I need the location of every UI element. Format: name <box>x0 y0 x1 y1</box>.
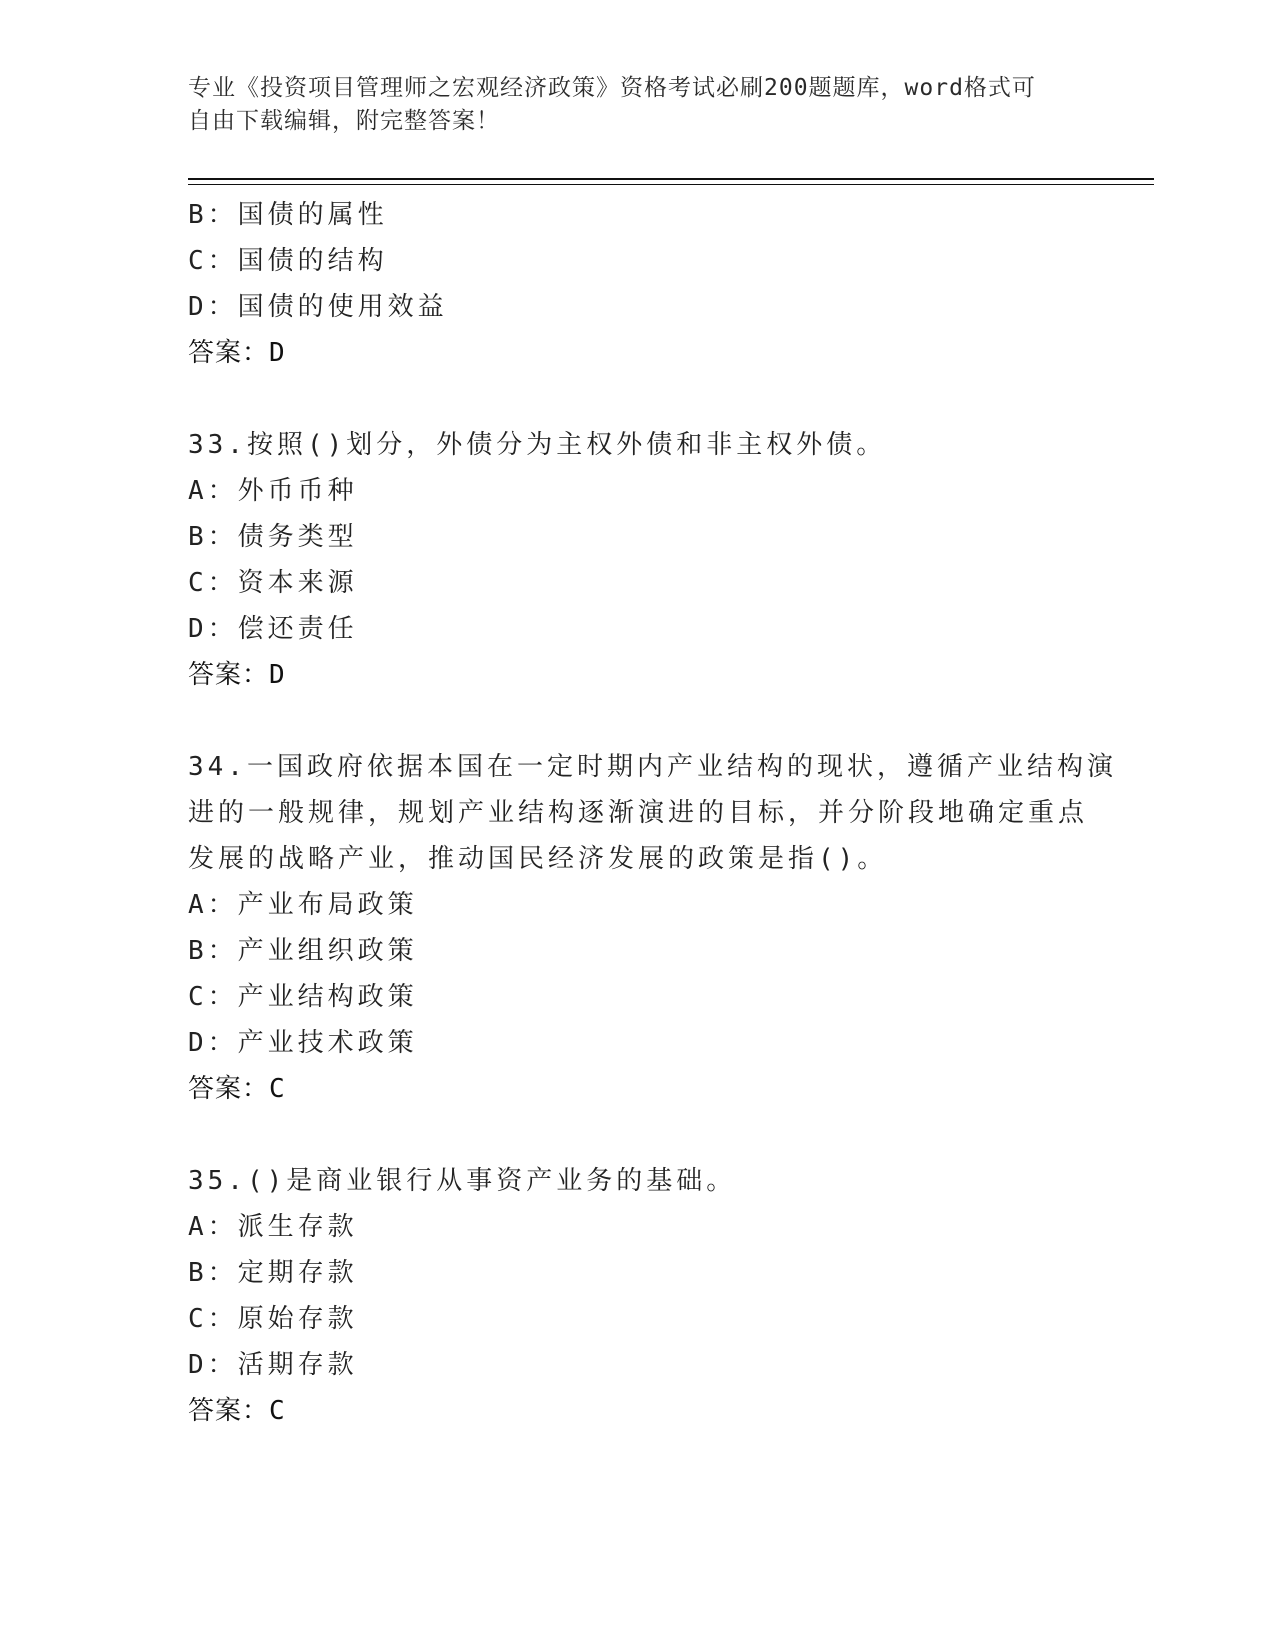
question-35 <box>188 1158 1088 1434</box>
option-c: C：原始存款 <box>188 1304 358 1334</box>
option-b: B：产业组织政策 <box>188 936 418 966</box>
option-c: C：国债的结构 <box>188 246 388 276</box>
option-d: D：活期存款 <box>188 1350 358 1380</box>
question-34 <box>188 744 1117 1112</box>
spacer <box>188 376 1088 422</box>
option-d: D：国债的使用效益 <box>188 292 448 322</box>
question-stem-line-1: 34.一国政府依据本国在一定时期内产业结构的现状，遵循产业结构演 <box>188 752 1117 782</box>
answer: 答案：C <box>188 1396 286 1426</box>
header-line-2: 自由下载编辑，附完整答案！ <box>188 108 500 134</box>
answer: 答案：D <box>188 660 286 690</box>
question-stem-line-3: 发展的战略产业，推动国民经济发展的政策是指()。 <box>188 844 888 874</box>
question-stem-line-2: 进的一般规律，规划产业结构逐渐演进的目标，并分阶段地确定重点 <box>188 798 1089 828</box>
option-c: C：产业结构政策 <box>188 982 418 1012</box>
option-a: A：产业布局政策 <box>188 890 418 920</box>
question-stem: 35.()是商业银行从事资产业务的基础。 <box>188 1166 737 1196</box>
page-header <box>188 72 1068 138</box>
answer: 答案：C <box>188 1074 286 1104</box>
header-rule-thick <box>188 178 1154 180</box>
spacer <box>188 698 1088 744</box>
header-line-1: 专业《投资项目管理师之宏观经济政策》资格考试必刷200题题库，word格式可 <box>188 75 1036 101</box>
answer: 答案：D <box>188 338 286 368</box>
question-32-tail <box>188 192 1088 376</box>
option-b: B：定期存款 <box>188 1258 358 1288</box>
question-list <box>188 192 1117 1434</box>
option-b: B：债务类型 <box>188 522 358 552</box>
header-rule-thin <box>188 184 1154 185</box>
option-b: B：国债的属性 <box>188 200 388 230</box>
option-a: A：派生存款 <box>188 1212 358 1242</box>
option-d: D：产业技术政策 <box>188 1028 418 1058</box>
option-c: C：资本来源 <box>188 568 358 598</box>
option-d: D：偿还责任 <box>188 614 358 644</box>
question-33 <box>188 422 1088 698</box>
question-stem: 33.按照()划分，外债分为主权外债和非主权外债。 <box>188 430 887 460</box>
spacer <box>188 1112 1088 1158</box>
option-a: A：外币币种 <box>188 476 358 506</box>
